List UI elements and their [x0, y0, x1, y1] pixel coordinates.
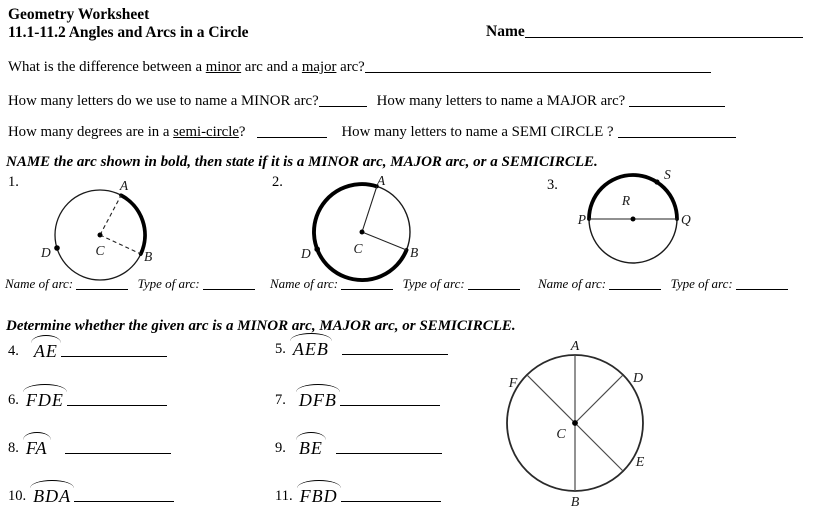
- point-label-d: D: [632, 371, 644, 386]
- item-10: [8, 484, 174, 505]
- item-9: [275, 436, 442, 457]
- answer-blank: [629, 92, 725, 107]
- center-dot: [572, 420, 578, 426]
- center-dot: [98, 233, 103, 238]
- answer-blank: [618, 123, 736, 138]
- answer-blank: [65, 439, 171, 454]
- section-2-heading: Determine whether the given arc is a MINOR arc, MAJOR arc, or SEMICIRCLE.: [6, 318, 516, 334]
- arc-letters: BE: [298, 438, 323, 458]
- name-blank: [525, 23, 803, 38]
- name-field: [486, 23, 803, 41]
- arc-notation: [31, 339, 61, 360]
- arc-letters: AEB: [292, 339, 329, 359]
- arc-letters: AE: [33, 341, 58, 361]
- arc-letters: FA: [25, 438, 48, 458]
- arc-letters: FDE: [25, 390, 64, 410]
- answer-blank: [67, 391, 167, 406]
- answer-blank: [609, 277, 661, 290]
- point-label-c: C: [556, 427, 566, 442]
- radius-ca: [362, 186, 377, 232]
- name-of-arc-label: Name of arc:: [538, 276, 607, 291]
- type-of-arc-label: Type of arc:: [670, 276, 733, 291]
- item-number: 7.: [275, 392, 286, 408]
- question-2: [8, 92, 725, 110]
- point-label-b: B: [144, 249, 153, 264]
- section-1-heading: NAME the arc shown in bold, then state if it is a MINOR arc, MAJOR arc, or a SEMICIRCLE.: [6, 154, 598, 170]
- answer-blank: [61, 342, 167, 357]
- answer-blank: [340, 391, 440, 406]
- circle-diagram-2: [295, 173, 435, 291]
- arc-notation: [296, 388, 340, 409]
- answer-blank: [76, 277, 128, 290]
- arc-notation: [296, 436, 326, 457]
- question-1-text: What is the difference between a: [8, 59, 206, 75]
- point-label-d: D: [301, 246, 311, 261]
- question-3b-text: How many letters to name a SEMI CIRCLE ?: [341, 124, 614, 140]
- center-dot: [360, 230, 365, 235]
- point-label-e: E: [635, 455, 645, 470]
- item-4: [8, 339, 167, 360]
- dashed-radius-ca: [100, 195, 121, 235]
- answer-blank: [319, 92, 367, 107]
- arc-hat-icon: [23, 432, 51, 440]
- question-3a-text-end: ?: [238, 124, 246, 140]
- point-label-d: D: [41, 245, 51, 260]
- answer-blank: [74, 487, 174, 502]
- item-number: 4.: [8, 343, 19, 359]
- answer-blank: [341, 487, 441, 502]
- arc-hat-icon: [297, 480, 341, 488]
- item-number: 8.: [8, 440, 19, 456]
- point-label-b: B: [410, 245, 419, 260]
- answer-blank: [365, 58, 711, 73]
- question-1-text-end: arc?: [336, 59, 365, 75]
- item-11: [275, 484, 441, 505]
- point-label-s: S: [664, 167, 671, 182]
- question-1-underlined-major: major: [301, 59, 337, 75]
- problem-1-answer-row: [5, 276, 255, 292]
- question-3: [8, 123, 736, 141]
- type-of-arc-label: Type of arc:: [137, 276, 200, 291]
- answer-blank: [342, 340, 448, 355]
- question-1-underlined-minor: minor: [205, 59, 242, 75]
- answer-blank: [468, 277, 520, 290]
- point-label-c: C: [353, 241, 363, 256]
- arc-notation: [23, 388, 67, 409]
- problem-3-number: 3.: [547, 177, 558, 193]
- point-label-q: Q: [681, 212, 691, 227]
- question-2b-text: How many letters to name a MAJOR arc?: [376, 93, 626, 109]
- arc-hat-icon: [296, 384, 340, 392]
- item-5: [275, 337, 448, 358]
- arc-hat-icon: [296, 432, 326, 440]
- arc-letters: BDA: [33, 486, 72, 506]
- point-s-dot: [654, 179, 659, 184]
- problem-1-number: 1.: [8, 174, 19, 190]
- item-number: 11.: [275, 488, 293, 504]
- reference-circle-diagram: [490, 338, 670, 516]
- page-title: Geometry Worksheet: [8, 6, 150, 23]
- point-label-p: P: [577, 212, 586, 227]
- question-1: [8, 58, 711, 76]
- answer-blank: [341, 277, 393, 290]
- item-number: 9.: [275, 440, 286, 456]
- problem-3-answer-row: [538, 276, 788, 292]
- item-number: 6.: [8, 392, 19, 408]
- answer-blank: [736, 277, 788, 290]
- answer-blank: [203, 277, 255, 290]
- name-of-arc-label: Name of arc:: [5, 276, 74, 291]
- answer-blank: [336, 439, 442, 454]
- point-d-dot: [54, 245, 60, 251]
- problem-2-answer-row: [270, 276, 520, 292]
- arc-hat-icon: [30, 480, 74, 488]
- circle-diagram-1: [40, 178, 170, 288]
- point-label-c: C: [95, 243, 105, 258]
- point-label-a: A: [376, 173, 386, 188]
- radius-cb: [362, 232, 407, 250]
- point-label-a: A: [119, 178, 129, 193]
- answer-blank: [257, 123, 327, 138]
- dashed-radius-cb: [100, 235, 141, 254]
- problem-2-number: 2.: [272, 174, 283, 190]
- arc-notation: [30, 484, 74, 505]
- bold-arc-ab: [121, 195, 145, 254]
- question-3a-text: How many degrees are in a: [8, 124, 174, 140]
- item-7: [275, 388, 440, 409]
- item-8: [8, 436, 171, 457]
- name-label: Name: [486, 23, 525, 40]
- point-label-r: R: [621, 193, 631, 208]
- arc-notation: [23, 436, 51, 457]
- radius-cd: [575, 375, 623, 423]
- arc-notation: [290, 337, 332, 358]
- point-label-b: B: [570, 495, 580, 510]
- center-dot: [631, 217, 636, 222]
- arc-hat-icon: [31, 335, 61, 343]
- arc-notation: [297, 484, 341, 505]
- type-of-arc-label: Type of arc:: [402, 276, 465, 291]
- item-6: [8, 388, 167, 409]
- item-number: 5.: [275, 341, 286, 357]
- arc-letters: FBD: [299, 486, 338, 506]
- item-number: 10.: [8, 488, 27, 504]
- point-label-f: F: [508, 376, 518, 391]
- point-label-a: A: [570, 339, 580, 354]
- arc-letters: DFB: [298, 390, 337, 410]
- name-of-arc-label: Name of arc:: [270, 276, 339, 291]
- question-2a-text: How many letters do we use to name a MINOR arc?: [8, 93, 319, 109]
- question-3-underlined-semicircle: semi-circle: [173, 124, 239, 140]
- question-1-text-mid: arc and a: [241, 59, 302, 75]
- arc-hat-icon: [23, 384, 67, 392]
- circle-diagram-3: [566, 168, 706, 280]
- page-subtitle: 11.1-11.2 Angles and Arcs in a Circle: [8, 24, 249, 41]
- point-d-dot: [314, 246, 320, 252]
